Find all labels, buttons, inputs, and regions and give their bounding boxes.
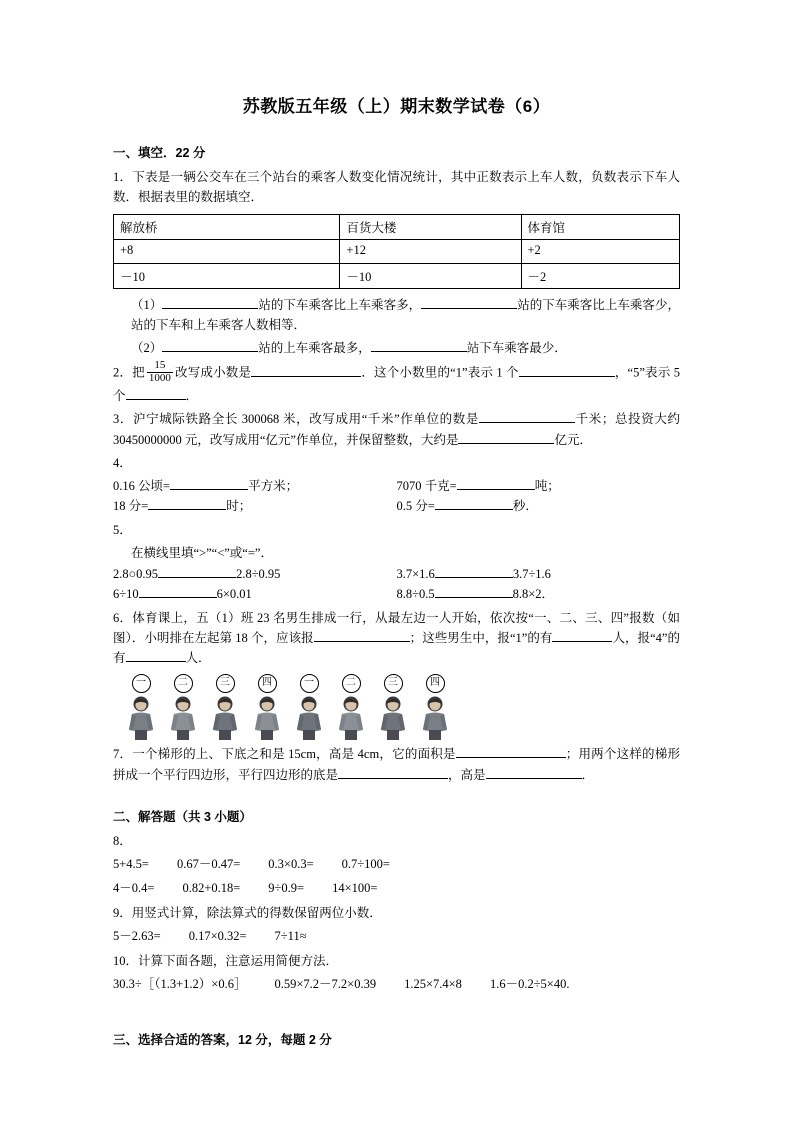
q1-part1-text-b: 站的下车乘客比上车乘客多， [258, 297, 422, 312]
q8-item-5: 4－0.4= [113, 880, 155, 895]
question-5-label: 5． [113, 522, 132, 537]
question-8-row-1 [113, 854, 680, 876]
q5-left-2 [113, 584, 397, 604]
q5-l2-expr-b: 6×0.01 [216, 587, 252, 602]
q10-item-1: 30.3÷［（1.3+1.2）×0.6］ [113, 977, 247, 992]
answer-blank[interactable] [251, 364, 361, 377]
question-4-row-1 [113, 476, 680, 496]
q2-text-d: ，“5”表示 5 个 [113, 365, 680, 403]
question-4-row-2 [113, 496, 680, 516]
q6-text-b: ；这些男生中，报“1”的有 [409, 630, 553, 645]
q3-text-a: 3．沪宁城际铁路全长 300068 米，改写成用“千米”作单位的数是 [113, 412, 479, 427]
table-cell-r2c1: －10 [114, 263, 340, 288]
answer-blank[interactable] [435, 497, 513, 510]
q4-r2-text-a: 0.5 分= [396, 499, 435, 514]
q1-part2-text-b: 站的上车乘客最多， [258, 341, 371, 355]
q7-text-d: ． [581, 767, 595, 782]
q8-item-8: 14×100= [332, 880, 378, 895]
answer-blank[interactable] [435, 565, 513, 578]
q4-r1-text-a: 7070 千克= [396, 479, 457, 493]
student-icon [247, 694, 287, 740]
answer-blank[interactable] [314, 629, 410, 642]
q2-text-e: ． [185, 389, 199, 403]
q1-part2-text-a: （2） [131, 341, 163, 355]
q4-l1-text-b: 平方米； [248, 479, 299, 493]
fraction-denominator: 1000 [148, 372, 171, 385]
fraction-numerator: 15 [147, 360, 173, 373]
q8-item-7: 9÷0.9= [268, 880, 305, 895]
question-10-stem: 10．计算下面各题，注意运用简便方法． [113, 953, 339, 968]
student-figure-3 [205, 674, 245, 740]
students-row-figure [121, 674, 680, 740]
student-icon [415, 694, 455, 740]
q8-item-3: 0.3×0.3= [268, 857, 314, 871]
answer-blank[interactable] [519, 364, 615, 377]
q4-left-2 [113, 496, 397, 516]
q8-item-4: 0.7÷100= [341, 857, 390, 871]
question-4-label: 4． [113, 455, 132, 470]
table-header-cell-2: 百货大楼 [340, 214, 521, 239]
q10-item-2: 0.59×7.2－7.2×0.39 [274, 977, 377, 992]
answer-blank[interactable] [338, 766, 448, 779]
answer-blank[interactable] [158, 565, 236, 578]
question-5-instruction: 在横线里填“>”“<”或“=”． [131, 545, 273, 560]
q6-text-d: 人． [185, 651, 211, 665]
q5-left-1 [113, 564, 397, 584]
table-row [114, 239, 680, 263]
answer-blank[interactable] [162, 339, 258, 352]
q4-right-2 [397, 496, 681, 516]
table-row [114, 214, 680, 239]
count-label-4: 四 [258, 674, 277, 693]
q1-part1-text-c: 站的下车乘客比上车乘客少，站的下车和上车乘客人数相等． [131, 297, 680, 332]
q9-item-2: 0.17×0.32= [188, 929, 247, 943]
q3-text-c: 亿元． [554, 432, 592, 447]
table-cell-r1c3: +2 [521, 239, 680, 263]
table-cell-r2c2: －10 [340, 263, 521, 288]
table-cell-r1c2: +12 [340, 239, 521, 263]
student-figure-1 [121, 674, 161, 740]
q6-text-a: 6．体育课上，五（1）班 23 名男生排成一行，从最左边一人开始，依次按“一、二、三、四”报数（如图）．小明排在左起第 18 个，应该报 [113, 610, 680, 645]
answer-blank[interactable] [435, 585, 513, 598]
student-icon [289, 694, 329, 740]
q5-right-1 [397, 564, 681, 584]
question-3 [113, 409, 680, 450]
student-icon [331, 694, 371, 740]
q5-r2-expr-a: 8.8÷0.5 [396, 587, 435, 602]
answer-blank[interactable] [148, 497, 226, 510]
q1-part1-text-a: （1） [131, 297, 163, 312]
q8-item-2: 0.67－0.47= [176, 857, 241, 871]
student-icon [205, 694, 245, 740]
q5-r1-expr-a: 3.7×1.6 [396, 567, 435, 581]
answer-blank[interactable] [457, 477, 535, 490]
q9-item-3: 7÷11≈ [274, 929, 307, 943]
table-row [114, 263, 680, 288]
question-6 [113, 608, 680, 669]
student-figure-5 [289, 674, 329, 740]
answer-blank[interactable] [371, 339, 467, 352]
q9-item-1: 5－2.63= [113, 929, 161, 943]
q2-text-c: ．这个小数里的“1”表示 1 个 [361, 365, 519, 380]
student-figure-8 [415, 674, 455, 740]
q7-text-a: 7．一个梯形的上、下底之和是 15cm，高是 4cm，它的面积是 [113, 747, 456, 762]
question-5-row-2 [113, 584, 680, 604]
page-content [113, 92, 680, 1054]
question-8-row-2 [113, 878, 680, 900]
q7-text-b: ；用两个这样的梯形拼成一个平行四边形，平行四边形的底是 [113, 747, 680, 782]
student-figure-4 [247, 674, 287, 740]
question-2 [113, 361, 680, 406]
page-title: 苏教版五年级（上）期末数学试卷（6） [242, 97, 551, 116]
q4-r1-text-b: 吨； [534, 479, 560, 493]
q4-right-1 [397, 476, 681, 496]
count-label-2: 二 [174, 674, 193, 693]
q4-left-1 [113, 476, 397, 496]
q7-text-c: ，高是 [448, 767, 486, 782]
q5-right-2 [397, 584, 681, 604]
count-label-3: 三 [216, 674, 235, 693]
count-label-8: 四 [426, 674, 445, 693]
answer-blank[interactable] [552, 629, 612, 642]
student-figure-2 [163, 674, 203, 740]
q5-r2-expr-b: 8.8×2． [512, 587, 555, 602]
q6-text-c: 人，报“4”的有 [113, 630, 680, 665]
q4-l2-text-b: 时； [226, 499, 252, 514]
question-5-row-1 [113, 564, 680, 584]
answer-blank[interactable] [139, 585, 217, 598]
table-header-cell-1: 解放桥 [114, 214, 340, 239]
count-label-1: 一 [132, 674, 151, 693]
question-10-items [113, 974, 680, 996]
table-cell-r1c1: +8 [114, 239, 340, 263]
question-1-stem: 1．下表是一辆公交车在三个站台的乘客人数变化情况统计，其中正数表示上车人数，负数表示下车人数．根据表里的数据填空． [113, 170, 680, 205]
answer-blank[interactable] [126, 387, 186, 400]
section-heading-solve: 二、解答题（共 3 小题） [113, 809, 252, 824]
q4-l1-text-a: 0.16 公顷= [113, 479, 171, 493]
fraction-15-1000 [147, 360, 173, 385]
student-figure-7 [373, 674, 413, 740]
q8-item-1: 5+4.5= [113, 857, 149, 871]
student-icon [121, 694, 161, 740]
q5-l2-expr-a: 6÷10 [113, 587, 139, 602]
question-9-stem: 9．用竖式计算，除法算式的得数保留两位小数． [113, 905, 382, 920]
answer-blank[interactable] [479, 410, 575, 423]
students-row [121, 674, 680, 740]
answer-blank[interactable] [421, 296, 517, 309]
answer-blank[interactable] [126, 649, 186, 662]
q3-text-b: 千米；总投资大约 30450000000 元，改写成用“亿元”作单位，并保留整数，大约是 [113, 412, 680, 447]
section-heading-fill-in-blanks: 一、填空．22 分 [113, 146, 206, 160]
q4-r2-text-b: 秒． [512, 499, 538, 514]
table-cell-r2c3: －2 [521, 263, 680, 288]
student-icon [373, 694, 413, 740]
q5-r1-expr-b: 3.7÷1.6 [512, 567, 551, 581]
table-header-cell-3: 体育馆 [521, 214, 680, 239]
question-7 [113, 744, 680, 785]
q10-item-3: 1.25×7.4×8 [404, 977, 462, 992]
q10-item-4: 1.6－0.2÷5×40. [489, 977, 570, 992]
q5-l1-expr-a: 2.8○0.95 [113, 567, 159, 581]
answer-blank[interactable] [486, 766, 582, 779]
count-label-5: 一 [300, 674, 319, 693]
question-1-part-2 [131, 338, 680, 358]
question-9-items [113, 926, 680, 948]
q2-text-b: 改写成小数是 [174, 365, 252, 380]
question-1-part-1 [131, 295, 680, 336]
question-8-label: 8． [113, 833, 132, 848]
student-figure-6 [331, 674, 371, 740]
q1-part2-text-c: 站下车乘客最少． [466, 341, 567, 355]
answer-blank[interactable] [456, 745, 566, 758]
q5-l1-expr-b: 2.8÷0.95 [236, 567, 281, 581]
answer-blank[interactable] [458, 431, 554, 444]
q4-l2-text-a: 18 分= [113, 499, 149, 514]
student-icon [163, 694, 203, 740]
q8-item-6: 0.82+0.18= [182, 880, 241, 895]
section-heading-multiple-choice: 三、选择合适的答案，12 分，每题 2 分 [113, 1033, 332, 1047]
answer-blank[interactable] [170, 477, 248, 490]
bus-passenger-table [113, 214, 680, 289]
q2-text-a: 2．把 [113, 365, 145, 380]
answer-blank[interactable] [162, 296, 258, 309]
count-label-6: 二 [342, 674, 361, 693]
count-label-7: 三 [384, 674, 403, 693]
